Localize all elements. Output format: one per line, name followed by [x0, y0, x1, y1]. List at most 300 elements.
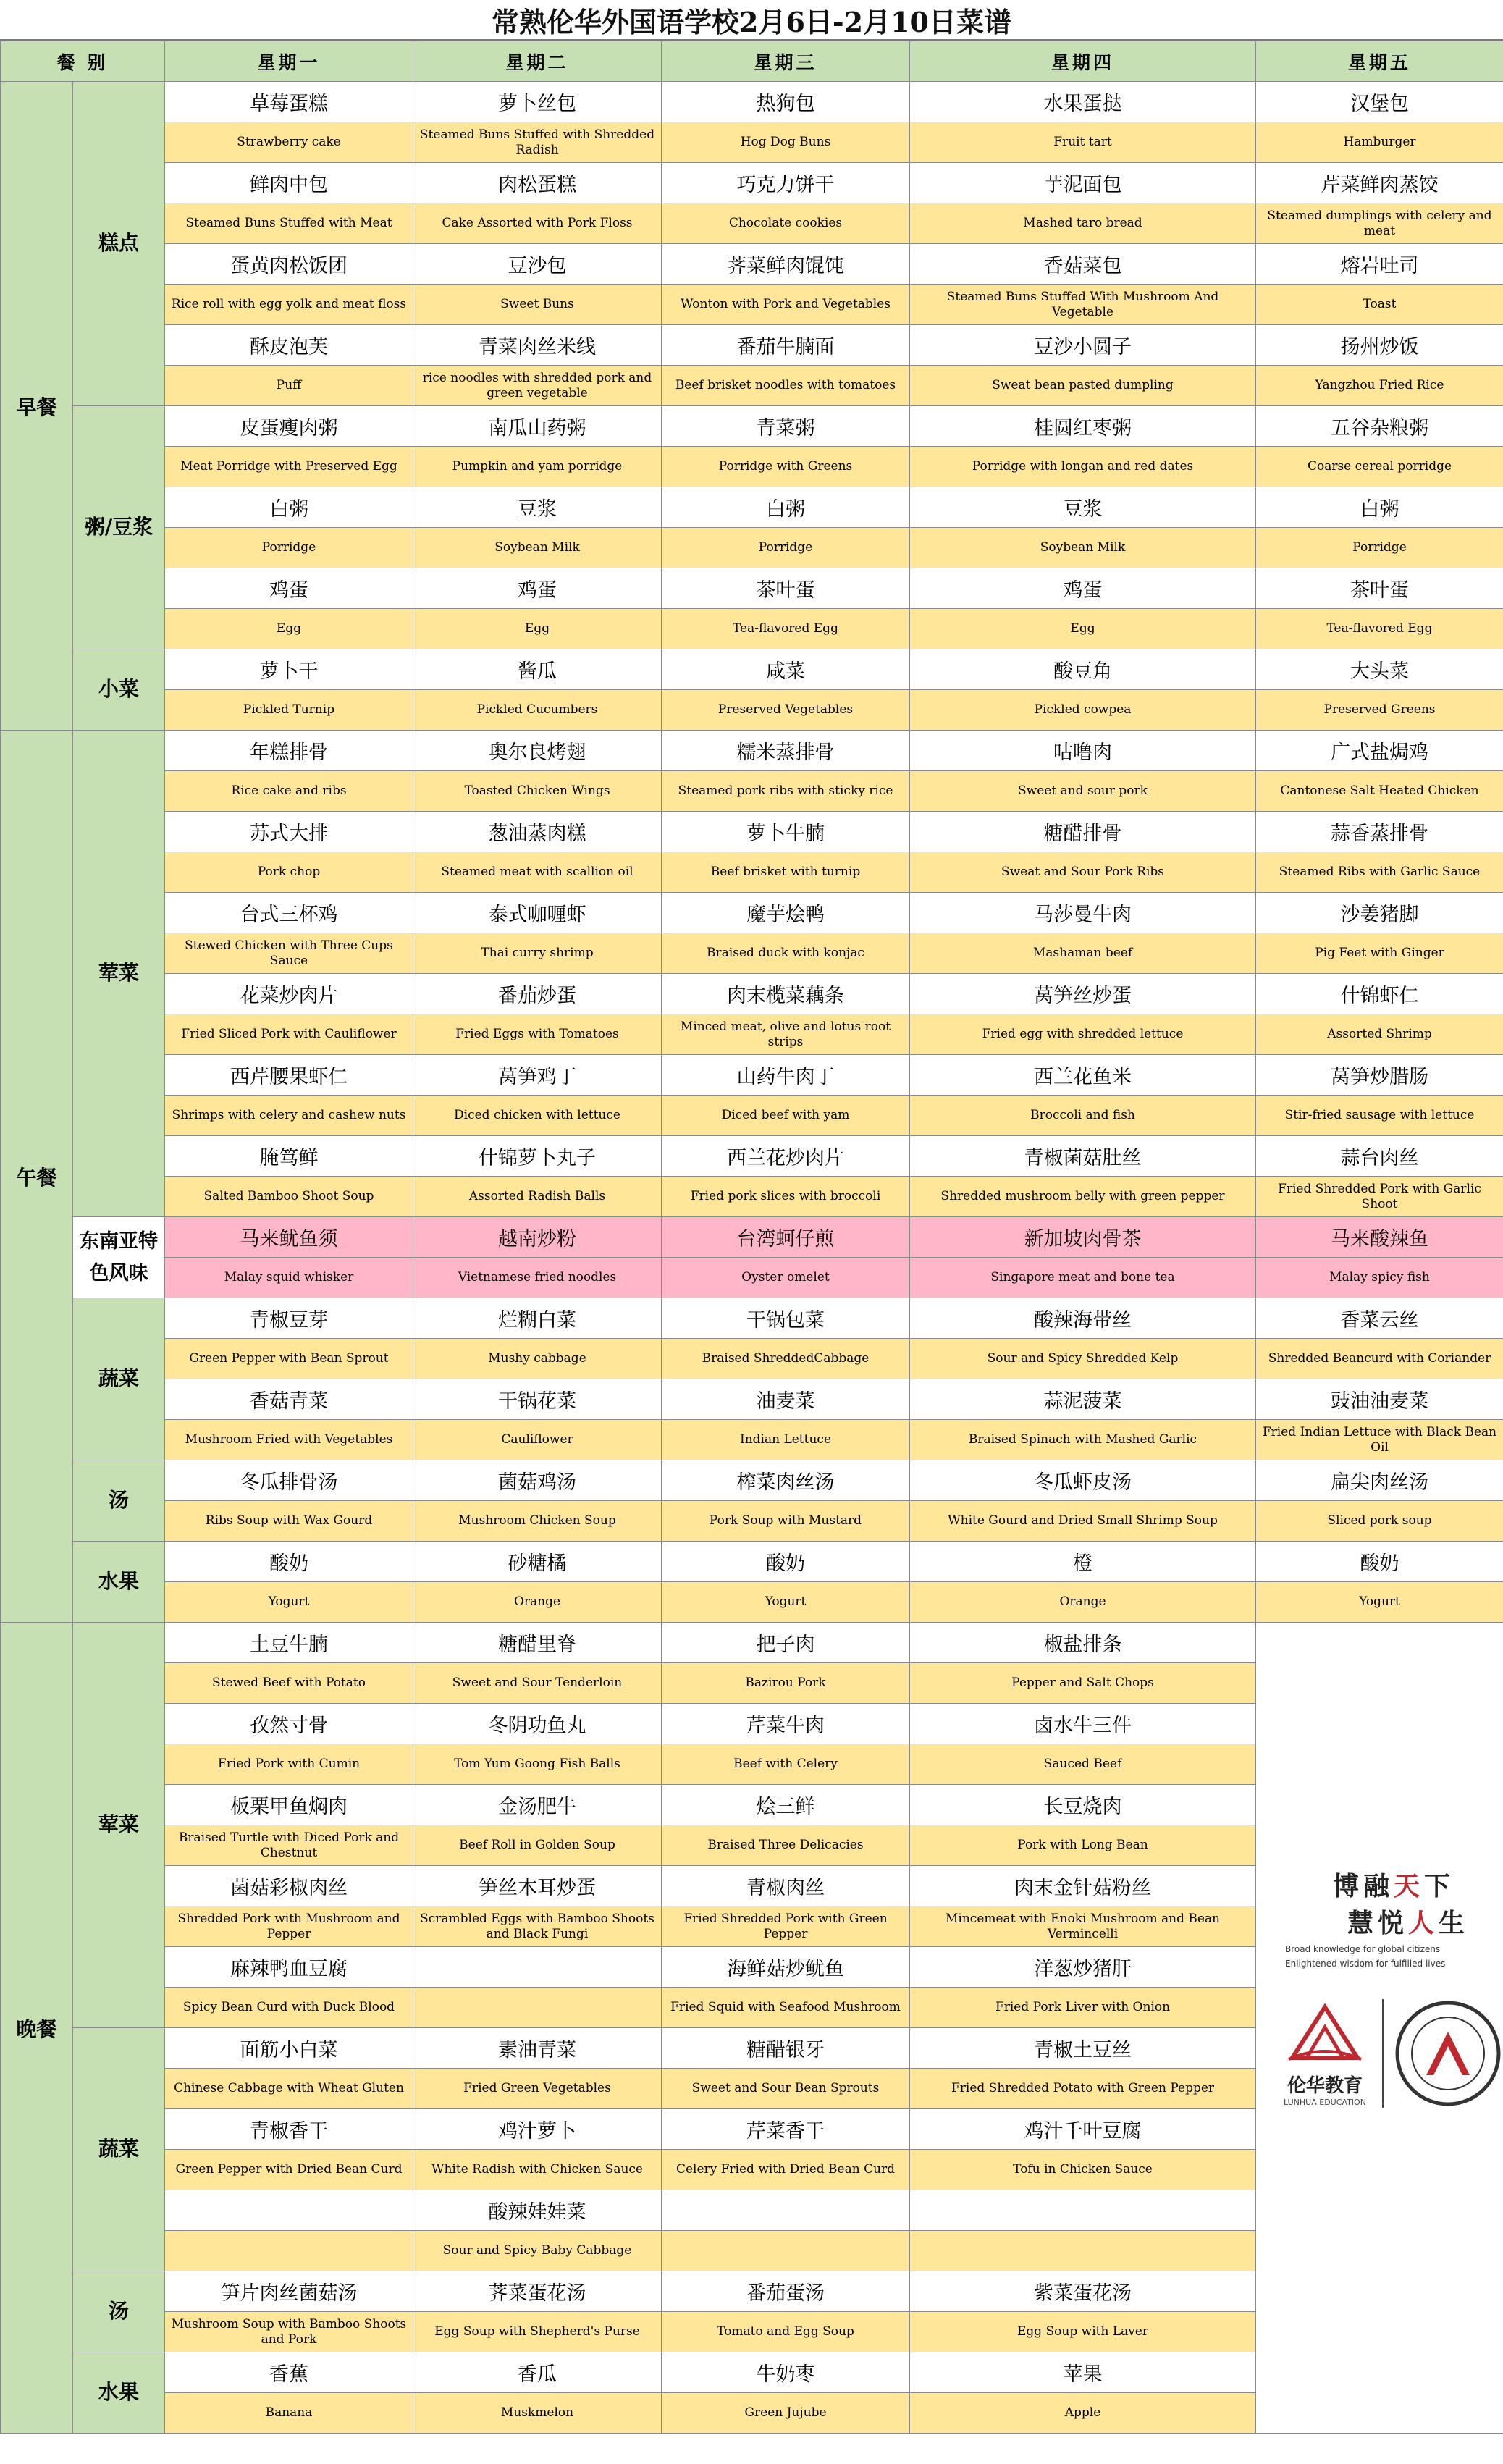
menu-cell-english: Toasted Chicken Wings	[413, 771, 662, 812]
menu-cell-english: Puff	[165, 366, 413, 406]
menu-cell-chinese: 白粥	[165, 487, 413, 528]
menu-cell-english: Fried Eggs with Tomatoes	[413, 1014, 662, 1055]
menu-cell-english: Broccoli and fish	[910, 1096, 1256, 1136]
menu-cell-chinese	[165, 2190, 413, 2231]
menu-cell-english: Egg Soup with Shepherd's Purse	[413, 2312, 662, 2352]
meal-label-breakfast: 早餐	[1, 82, 73, 731]
menu-cell-chinese: 酥皮泡芙	[165, 325, 413, 366]
menu-row-chinese	[1, 325, 1503, 366]
menu-row-chinese	[1, 893, 1503, 933]
menu-cell-chinese: 酸奶	[165, 1542, 413, 1582]
menu-cell-chinese: 荠菜鲜肉馄饨	[662, 244, 910, 285]
menu-cell-chinese: 咸菜	[662, 649, 910, 690]
menu-cell-chinese: 芹菜香干	[662, 2109, 910, 2150]
menu-cell-chinese: 青椒豆芽	[165, 1298, 413, 1339]
menu-cell-english: Tofu in Chicken Sauce	[910, 2150, 1256, 2190]
menu-row-english	[1, 203, 1503, 244]
menu-row-chinese	[1, 1217, 1503, 1258]
menu-cell-chinese	[910, 2190, 1256, 2231]
menu-row-chinese	[1, 974, 1503, 1014]
menu-cell-chinese: 把子肉	[662, 1623, 910, 1663]
menu-cell-chinese: 白粥	[1256, 487, 1503, 528]
menu-cell-chinese: 番茄炒蛋	[413, 974, 662, 1014]
menu-row-chinese	[1, 1542, 1503, 1582]
menu-cell-chinese: 素油青菜	[413, 2028, 662, 2069]
menu-cell-chinese: 香菜云丝	[1256, 1298, 1503, 1339]
menu-row-chinese	[1, 1623, 1503, 1663]
menu-cell-english: Steamed Buns Stuffed with Shredded Radish	[413, 122, 662, 163]
category-label-pastry: 糕点	[73, 82, 165, 406]
menu-cell-english: Fried Shredded Pork with Green Pepper	[662, 1906, 910, 1947]
menu-cell-english: Coarse cereal porridge	[1256, 447, 1503, 487]
menu-row-chinese	[1, 82, 1503, 122]
menu-cell-chinese: 笋片肉丝菌菇汤	[165, 2271, 413, 2312]
menu-cell-chinese: 土豆牛腩	[165, 1623, 413, 1663]
menu-cell-chinese: 青菜肉丝米线	[413, 325, 662, 366]
header-day: 星期一	[165, 41, 413, 82]
menu-row-chinese	[1, 406, 1503, 447]
meal-label-lunch: 午餐	[1, 731, 73, 1623]
brand-name: 伦华教育	[1287, 2075, 1363, 2097]
menu-cell-chinese: 干锅包菜	[662, 1298, 910, 1339]
menu-cell-english: Fruit tart	[910, 122, 1256, 163]
menu-cell-english: Steamed dumplings with celery and meat	[1256, 203, 1503, 244]
menu-cell-chinese: 番茄蛋汤	[662, 2271, 910, 2312]
menu-cell-english	[910, 2231, 1256, 2271]
menu-cell-chinese: 青菜粥	[662, 406, 910, 447]
menu-row-chinese	[1, 568, 1503, 609]
menu-cell-english: White Gourd and Dried Small Shrimp Soup	[910, 1501, 1256, 1542]
menu-cell-chinese: 苹果	[910, 2352, 1256, 2393]
menu-cell-english: Sweat and Sour Pork Ribs	[910, 852, 1256, 893]
menu-cell-chinese: 莴笋炒腊肠	[1256, 1055, 1503, 1096]
menu-row-english	[1, 528, 1503, 568]
menu-cell-english: Orange	[413, 1582, 662, 1623]
menu-cell-english: Beef with Celery	[662, 1744, 910, 1785]
menu-cell-chinese: 酸奶	[662, 1542, 910, 1582]
menu-cell-chinese: 巧克力饼干	[662, 163, 910, 203]
menu-cell-english: Mushy cabbage	[413, 1339, 662, 1379]
menu-cell-english: Tomato and Egg Soup	[662, 2312, 910, 2352]
menu-cell-chinese: 皮蛋瘦肉粥	[165, 406, 413, 447]
header-day: 星期三	[662, 41, 910, 82]
menu-cell-english: Porridge with longan and red dates	[910, 447, 1256, 487]
menu-cell-chinese: 热狗包	[662, 82, 910, 122]
menu-cell-chinese: 青椒土豆丝	[910, 2028, 1256, 2069]
menu-cell-chinese: 砂糖橘	[413, 1542, 662, 1582]
menu-cell-chinese: 鸡蛋	[165, 568, 413, 609]
menu-cell-chinese: 魔芋烩鸭	[662, 893, 910, 933]
menu-cell-chinese: 汉堡包	[1256, 82, 1503, 122]
menu-cell-chinese: 台式三杯鸡	[165, 893, 413, 933]
menu-cell-chinese: 草莓蛋糕	[165, 82, 413, 122]
menu-cell-chinese: 青椒菌菇肚丝	[910, 1136, 1256, 1177]
menu-cell-english: Toast	[1256, 285, 1503, 325]
menu-cell-english: Green Pepper with Dried Bean Curd	[165, 2150, 413, 2190]
menu-cell-chinese: 香瓜	[413, 2352, 662, 2393]
menu-cell-english: Hamburger	[1256, 122, 1503, 163]
menu-cell-english: Egg	[413, 609, 662, 649]
menu-cell-english: Sweat bean pasted dumpling	[910, 366, 1256, 406]
menu-cell-chinese: 扁尖肉丝汤	[1256, 1460, 1503, 1501]
menu-row-english	[1, 1420, 1503, 1460]
menu-cell-english: Fried Sliced Pork with Cauliflower	[165, 1014, 413, 1055]
menu-cell-chinese: 冬瓜虾皮汤	[910, 1460, 1256, 1501]
menu-cell-chinese: 茶叶蛋	[662, 568, 910, 609]
menu-cell-chinese: 板栗甲鱼焖肉	[165, 1785, 413, 1825]
school-seal-icon	[1394, 1999, 1502, 2108]
menu-cell-chinese	[662, 2190, 910, 2231]
menu-cell-chinese: 酸豆角	[910, 649, 1256, 690]
menu-cell-english: Steamed Buns Stuffed With Mushroom And Vegetable	[910, 285, 1256, 325]
menu-cell-chinese: 牛奶枣	[662, 2352, 910, 2393]
menu-cell-chinese: 卤水牛三件	[910, 1704, 1256, 1744]
menu-cell-english: Mincemeat with Enoki Mushroom and Bean Vermincelli	[910, 1906, 1256, 1947]
menu-cell-english: Egg Soup with Laver	[910, 2312, 1256, 2352]
menu-cell-english: Fried Squid with Seafood Mushroom	[662, 1988, 910, 2028]
menu-cell-chinese: 肉松蛋糕	[413, 163, 662, 203]
motto-text: 博融	[1332, 1871, 1394, 1901]
menu-cell-english: Shredded mushroom belly with green pepper	[910, 1177, 1256, 1217]
menu-cell-english: Pickled Cucumbers	[413, 690, 662, 731]
menu-cell-english: Pork with Long Bean	[910, 1825, 1256, 1866]
menu-cell-chinese: 广式盐焗鸡	[1256, 731, 1503, 771]
menu-row-english	[1, 285, 1503, 325]
menu-cell-chinese: 鸡汁千叶豆腐	[910, 2109, 1256, 2150]
menu-cell-english: Shredded Beancurd with Coriander	[1256, 1339, 1503, 1379]
header-day: 星期二	[413, 41, 662, 82]
menu-cell-chinese: 肉末榄菜藕条	[662, 974, 910, 1014]
menu-cell-chinese: 酱瓜	[413, 649, 662, 690]
menu-cell-english: Fried egg with shredded lettuce	[910, 1014, 1256, 1055]
menu-cell-chinese: 台湾蚵仔煎	[662, 1217, 910, 1258]
menu-cell-english: Indian Lettuce	[662, 1420, 910, 1460]
menu-cell-english: Singapore meat and bone tea	[910, 1258, 1256, 1298]
menu-cell-chinese: 萝卜干	[165, 649, 413, 690]
menu-cell-english: Ribs Soup with Wax Gourd	[165, 1501, 413, 1542]
menu-row-english	[1, 1177, 1503, 1217]
menu-cell-chinese: 新加坡肉骨茶	[910, 1217, 1256, 1258]
category-label-vegetable: 蔬菜	[73, 2028, 165, 2271]
menu-cell-english: Shrimps with celery and cashew nuts	[165, 1096, 413, 1136]
menu-cell-chinese: 芋泥面包	[910, 163, 1256, 203]
category-label-meat_dish: 荤菜	[73, 731, 165, 1217]
menu-row-chinese	[1, 244, 1503, 285]
menu-cell-english: Sauced Beef	[910, 1744, 1256, 1785]
menu-row-english	[1, 1582, 1503, 1623]
menu-row-english	[1, 852, 1503, 893]
menu-cell-english: Scrambled Eggs with Bamboo Shoots and Black Fungi	[413, 1906, 662, 1947]
menu-cell-chinese: 海鲜菇炒鱿鱼	[662, 1947, 910, 1988]
menu-cell-chinese: 菌菇彩椒肉丝	[165, 1866, 413, 1906]
menu-cell-english: Pickled cowpea	[910, 690, 1256, 731]
menu-cell-chinese: 干锅花菜	[413, 1379, 662, 1420]
menu-cell-english: Yogurt	[662, 1582, 910, 1623]
menu-cell-english: Braised Spinach with Mashed Garlic	[910, 1420, 1256, 1460]
menu-cell-english: Stewed Chicken with Three Cups Sauce	[165, 933, 413, 974]
menu-cell-english: White Radish with Chicken Sauce	[413, 2150, 662, 2190]
menu-cell-chinese: 鸡蛋	[413, 568, 662, 609]
menu-cell-english: Sweet and sour pork	[910, 771, 1256, 812]
menu-cell-english: Pig Feet with Ginger	[1256, 933, 1503, 974]
menu-row-chinese	[1, 487, 1503, 528]
menu-cell-english: Fried Pork with Cumin	[165, 1744, 413, 1785]
menu-cell-english: Cake Assorted with Pork Floss	[413, 203, 662, 244]
menu-cell-chinese: 萝卜丝包	[413, 82, 662, 122]
category-label-fruit: 水果	[73, 2352, 165, 2434]
motto-text: 慧悦	[1347, 1908, 1408, 1938]
header-meal-category: 餐 别	[1, 41, 165, 82]
menu-cell-chinese: 荠菜蛋花汤	[413, 2271, 662, 2312]
menu-cell-chinese: 豉油油麦菜	[1256, 1379, 1503, 1420]
menu-cell-english	[662, 2231, 910, 2271]
category-label-soup: 汤	[73, 1460, 165, 1542]
menu-cell-chinese: 水果蛋挞	[910, 82, 1256, 122]
menu-cell-english: Fried Shredded Potato with Green Pepper	[910, 2069, 1256, 2109]
menu-cell-chinese: 葱油蒸肉糕	[413, 812, 662, 852]
menu-cell-english: Stewed Beef with Potato	[165, 1663, 413, 1704]
motto-text: 天	[1393, 1871, 1424, 1901]
logo-area	[1256, 1623, 1503, 2434]
menu-cell-chinese: 糯米蒸排骨	[662, 731, 910, 771]
menu-cell-english: Mushroom Fried with Vegetables	[165, 1420, 413, 1460]
menu-cell-chinese: 笋丝木耳炒蛋	[413, 1866, 662, 1906]
menu-cell-english: Strawberry cake	[165, 122, 413, 163]
menu-cell-chinese: 榨菜肉丝汤	[662, 1460, 910, 1501]
menu-cell-english: Porridge with Greens	[662, 447, 910, 487]
menu-cell-chinese: 洋葱炒猪肝	[910, 1947, 1256, 1988]
menu-cell-chinese: 长豆烧肉	[910, 1785, 1256, 1825]
menu-cell-chinese: 番茄牛腩面	[662, 325, 910, 366]
menu-cell-english	[413, 1988, 662, 2028]
menu-cell-chinese: 苏式大排	[165, 812, 413, 852]
motto-text: 下	[1424, 1871, 1455, 1901]
menu-cell-english: Assorted Radish Balls	[413, 1177, 662, 1217]
menu-cell-english: Mushroom Soup with Bamboo Shoots and Pork	[165, 2312, 413, 2352]
school-motto	[1285, 1866, 1502, 1969]
motto-english: Enlightened wisdom for fulfilled lives	[1285, 1959, 1446, 1969]
menu-cell-english: Salted Bamboo Shoot Soup	[165, 1177, 413, 1217]
menu-row-chinese	[1, 1298, 1503, 1339]
menu-cell-english: rice noodles with shredded pork and green vegetable	[413, 366, 662, 406]
menu-cell-english: Fried Pork Liver with Onion	[910, 1988, 1256, 2028]
menu-cell-chinese: 莴笋丝炒蛋	[910, 974, 1256, 1014]
lunhua-logo-icon	[1285, 2000, 1365, 2065]
menu-cell-english: Orange	[910, 1582, 1256, 1623]
menu-cell-chinese: 西兰花鱼米	[910, 1055, 1256, 1096]
menu-cell-chinese: 蒜台肉丝	[1256, 1136, 1503, 1177]
menu-cell-chinese: 扬州炒饭	[1256, 325, 1503, 366]
menu-cell-chinese: 奥尔良烤翅	[413, 731, 662, 771]
menu-cell-chinese: 豆浆	[910, 487, 1256, 528]
menu-cell-chinese: 鸡汁萝卜	[413, 2109, 662, 2150]
menu-cell-english: Braised Three Delicacies	[662, 1825, 910, 1866]
menu-cell-english: Sweet and Sour Bean Sprouts	[662, 2069, 910, 2109]
menu-row-english	[1, 1339, 1503, 1379]
menu-row-chinese	[1, 1379, 1503, 1420]
menu-cell-english: Yangzhou Fried Rice	[1256, 366, 1503, 406]
menu-cell-english: Steamed Ribs with Garlic Sauce	[1256, 852, 1503, 893]
menu-cell-chinese: 冬瓜排骨汤	[165, 1460, 413, 1501]
menu-cell-chinese: 糖醋里脊	[413, 1623, 662, 1663]
menu-cell-english: Stir-fried sausage with lettuce	[1256, 1096, 1503, 1136]
menu-cell-english: Fried Green Vegetables	[413, 2069, 662, 2109]
menu-cell-english: Green Jujube	[662, 2393, 910, 2434]
menu-cell-english: Pork Soup with Mustard	[662, 1501, 910, 1542]
menu-cell-chinese: 泰式咖喱虾	[413, 893, 662, 933]
menu-row-english	[1, 447, 1503, 487]
motto-english: Broad knowledge for global citizens	[1285, 1944, 1441, 1954]
menu-cell-english: Braised ShreddedCabbage	[662, 1339, 910, 1379]
menu-cell-chinese: 香蕉	[165, 2352, 413, 2393]
menu-cell-chinese: 越南炒粉	[413, 1217, 662, 1258]
category-label-side: 小菜	[73, 649, 165, 731]
menu-cell-english: Mushroom Chicken Soup	[413, 1501, 662, 1542]
menu-cell-english: Celery Fried with Dried Bean Curd	[662, 2150, 910, 2190]
menu-cell-chinese: 莴笋鸡丁	[413, 1055, 662, 1096]
menu-cell-chinese: 鲜肉中包	[165, 163, 413, 203]
menu-cell-chinese: 鸡蛋	[910, 568, 1256, 609]
menu-row-english	[1, 1014, 1503, 1055]
menu-cell-english: Chinese Cabbage with Wheat Gluten	[165, 2069, 413, 2109]
menu-cell-chinese: 烩三鲜	[662, 1785, 910, 1825]
brand-logos	[1278, 1999, 1502, 2108]
menu-cell-chinese: 酸辣娃娃菜	[413, 2190, 662, 2231]
menu-cell-english: Porridge	[662, 528, 910, 568]
brand-english: LUNHUA EDUCATION	[1284, 2098, 1366, 2107]
menu-cell-chinese	[413, 1947, 662, 1988]
menu-cell-chinese: 腌笃鲜	[165, 1136, 413, 1177]
menu-cell-english: Malay squid whisker	[165, 1258, 413, 1298]
menu-cell-chinese: 马来鱿鱼须	[165, 1217, 413, 1258]
category-label-soup: 汤	[73, 2271, 165, 2352]
menu-cell-english: Soybean Milk	[910, 528, 1256, 568]
menu-cell-chinese: 豆沙小圆子	[910, 325, 1256, 366]
menu-row-chinese	[1, 731, 1503, 771]
menu-cell-chinese: 茶叶蛋	[1256, 568, 1503, 609]
menu-cell-english: Fried Shredded Pork with Garlic Shoot	[1256, 1177, 1503, 1217]
menu-cell-english: Cauliflower	[413, 1420, 662, 1460]
menu-cell-chinese: 年糕排骨	[165, 731, 413, 771]
menu-cell-english: Chocolate cookies	[662, 203, 910, 244]
menu-row-english	[1, 609, 1503, 649]
menu-cell-chinese: 蒜香蒸排骨	[1256, 812, 1503, 852]
menu-cell-english: Assorted Shrimp	[1256, 1014, 1503, 1055]
menu-cell-chinese: 酸辣海带丝	[910, 1298, 1256, 1339]
menu-cell-chinese: 白粥	[662, 487, 910, 528]
menu-cell-english: Banana	[165, 2393, 413, 2434]
menu-cell-english: Sweet Buns	[413, 285, 662, 325]
menu-cell-english: Shredded Pork with Mushroom and Pepper	[165, 1906, 413, 1947]
menu-cell-english: Fried Indian Lettuce with Black Bean Oil	[1256, 1420, 1503, 1460]
menu-cell-chinese: 西芹腰果虾仁	[165, 1055, 413, 1096]
menu-cell-chinese: 花菜炒肉片	[165, 974, 413, 1014]
menu-table	[0, 41, 1503, 2434]
category-label-vegetable: 蔬菜	[73, 1298, 165, 1460]
menu-cell-chinese: 冬阴功鱼丸	[413, 1704, 662, 1744]
meal-label-dinner: 晚餐	[1, 1623, 73, 2434]
menu-row-chinese	[1, 1460, 1503, 1501]
menu-cell-chinese: 什锦虾仁	[1256, 974, 1503, 1014]
menu-row-english	[1, 1096, 1503, 1136]
menu-cell-english: Pepper and Salt Chops	[910, 1663, 1256, 1704]
menu-cell-chinese: 沙姜猪脚	[1256, 893, 1503, 933]
menu-cell-english: Sliced pork soup	[1256, 1501, 1503, 1542]
menu-cell-english: Yogurt	[1256, 1582, 1503, 1623]
menu-cell-english: Steamed meat with scallion oil	[413, 852, 662, 893]
menu-cell-chinese: 山药牛肉丁	[662, 1055, 910, 1096]
menu-cell-chinese: 蛋黄肉松饭团	[165, 244, 413, 285]
menu-cell-chinese: 蒜泥菠菜	[910, 1379, 1256, 1420]
menu-cell-english: Fried pork slices with broccoli	[662, 1177, 910, 1217]
divider	[1382, 1999, 1384, 2108]
menu-cell-english: Braised Turtle with Diced Pork and Chestnut	[165, 1825, 413, 1866]
menu-cell-chinese: 香菇菜包	[910, 244, 1256, 285]
header-day: 星期五	[1256, 41, 1503, 82]
menu-cell-chinese: 椒盐排条	[910, 1623, 1256, 1663]
menu-cell-chinese: 菌菇鸡汤	[413, 1460, 662, 1501]
menu-cell-chinese: 桂圆红枣粥	[910, 406, 1256, 447]
menu-cell-chinese: 马来酸辣鱼	[1256, 1217, 1503, 1258]
header-day: 星期四	[910, 41, 1256, 82]
menu-cell-chinese: 青椒肉丝	[662, 1866, 910, 1906]
menu-cell-english	[165, 2231, 413, 2271]
menu-cell-english: Egg	[910, 609, 1256, 649]
menu-cell-english: Mashaman beef	[910, 933, 1256, 974]
menu-row-english	[1, 690, 1503, 731]
menu-cell-english: Tea-flavored Egg	[662, 609, 910, 649]
menu-cell-chinese: 金汤肥牛	[413, 1785, 662, 1825]
menu-cell-english: Preserved Greens	[1256, 690, 1503, 731]
menu-cell-english: Beef Roll in Golden Soup	[413, 1825, 662, 1866]
menu-cell-english: Preserved Vegetables	[662, 690, 910, 731]
menu-cell-chinese: 橙	[910, 1542, 1256, 1582]
menu-cell-chinese: 油麦菜	[662, 1379, 910, 1420]
menu-cell-english: Diced chicken with lettuce	[413, 1096, 662, 1136]
menu-cell-english: Egg	[165, 609, 413, 649]
menu-cell-chinese: 孜然寸骨	[165, 1704, 413, 1744]
menu-cell-english: Sour and Spicy Baby Cabbage	[413, 2231, 662, 2271]
menu-row-english	[1, 366, 1503, 406]
menu-cell-english: Apple	[910, 2393, 1256, 2434]
menu-cell-english: Oyster omelet	[662, 1258, 910, 1298]
menu-cell-english: Steamed pork ribs with sticky rice	[662, 771, 910, 812]
menu-cell-chinese: 豆浆	[413, 487, 662, 528]
menu-cell-english: Yogurt	[165, 1582, 413, 1623]
menu-cell-english: Soybean Milk	[413, 528, 662, 568]
menu-cell-chinese: 大头菜	[1256, 649, 1503, 690]
menu-cell-chinese: 糖醋银牙	[662, 2028, 910, 2069]
menu-cell-english: Rice cake and ribs	[165, 771, 413, 812]
menu-row-chinese	[1, 1055, 1503, 1096]
menu-row-english	[1, 771, 1503, 812]
menu-cell-chinese: 酸奶	[1256, 1542, 1503, 1582]
menu-cell-english: Cantonese Salt Heated Chicken	[1256, 771, 1503, 812]
menu-cell-english: Wonton with Pork and Vegetables	[662, 285, 910, 325]
menu-cell-english: Porridge	[165, 528, 413, 568]
menu-cell-english: Minced meat, olive and lotus root strips	[662, 1014, 910, 1055]
menu-cell-english: Pickled Turnip	[165, 690, 413, 731]
menu-row-english	[1, 933, 1503, 974]
menu-row-chinese	[1, 163, 1503, 203]
category-label-porridge: 粥/豆浆	[73, 406, 165, 649]
menu-cell-english: Green Pepper with Bean Sprout	[165, 1339, 413, 1379]
menu-row-chinese	[1, 649, 1503, 690]
menu-cell-english: Thai curry shrimp	[413, 933, 662, 974]
menu-cell-chinese: 烂糊白菜	[413, 1298, 662, 1339]
menu-cell-english: Bazirou Pork	[662, 1663, 910, 1704]
page-title: 常熟伦华外国语学校2月6日-2月10日菜谱	[0, 0, 1503, 41]
